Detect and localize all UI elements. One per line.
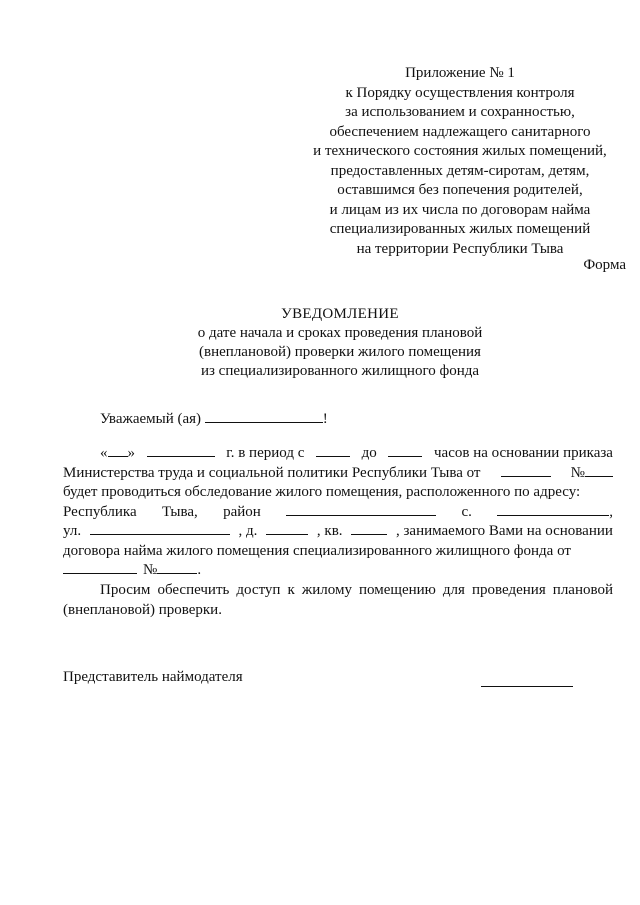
contract-number-sign: №	[143, 562, 158, 578]
notice-line-3	[63, 483, 613, 503]
contract-period: .	[197, 562, 202, 578]
subtitle-line: (внеплановой) проверки жилого помещения	[199, 344, 481, 360]
tyva-label: Тыва,	[161, 503, 198, 520]
day-blank	[108, 444, 128, 457]
apartment-label: , кв.	[316, 523, 343, 539]
notice-line-6	[63, 542, 613, 562]
republic-label: Республика	[63, 503, 137, 520]
month-blank	[147, 444, 215, 457]
village-label: с.	[461, 503, 472, 520]
house-blank	[266, 522, 308, 535]
appendix-line: предоставленных детям-сиротам, детям,	[330, 162, 590, 179]
day-field: « »	[100, 445, 135, 461]
form-label: Форма	[583, 257, 626, 273]
request-text: Просим обеспечить доступ к жилому помещению для проведения плановой (внеплановой) проверки.	[63, 582, 613, 618]
request-paragraph	[63, 581, 613, 620]
house-label: , д.	[238, 523, 258, 539]
representative-label: Представитель наймодателя	[63, 669, 243, 685]
greeting	[100, 410, 328, 428]
greeting-prefix: Уважаемый (ая)	[100, 411, 202, 427]
appendix-line: на территории Республики Тыва	[356, 240, 564, 257]
notice-line-2	[63, 464, 613, 484]
village-blank	[497, 503, 609, 516]
street-label: ул.	[63, 523, 82, 539]
appendix-line: Приложение № 1	[405, 65, 515, 81]
hours-basis-label: часов на основании приказа	[434, 445, 613, 461]
address-intro: будет проводиться обследование жилого помещения, расположенного по адресу:	[63, 484, 581, 500]
time-from-blank	[316, 444, 350, 457]
contract-number-blank	[157, 561, 197, 574]
time-to-blank	[388, 444, 422, 457]
to-label: до	[361, 445, 377, 461]
order-number-blank	[585, 464, 613, 477]
greeting-suffix: !	[322, 411, 328, 427]
title-block	[150, 305, 530, 381]
apartment-blank	[351, 522, 387, 535]
subtitle-line: из специализированного жилищного фонда	[200, 363, 480, 379]
ministry-label: Министерства труда и социальной политики Республики Тыва от	[63, 464, 481, 481]
village-field: ,	[497, 503, 613, 523]
district-label: район	[223, 503, 261, 520]
appendix-line: за использованием и сохранностью,	[345, 104, 575, 120]
appendix-line: оставшимся без попечения родителей,	[337, 182, 583, 198]
notice-line-1	[63, 444, 613, 464]
appendix-header	[290, 64, 630, 259]
appendix-line: и лицам из их числа по договорам найма	[329, 201, 591, 218]
recipient-name-blank	[205, 410, 323, 423]
notice-line-4	[63, 503, 613, 523]
appendix-line: обеспечением надлежащего санитарного	[329, 123, 591, 140]
order-number-field: №	[571, 464, 613, 484]
contract-label: договора найма жилого помещения специализированного жилищного фонда от	[63, 542, 571, 559]
notice-paragraph	[63, 444, 613, 581]
contract-date-blank	[63, 561, 137, 574]
signature-line	[481, 672, 573, 687]
year-label: г. в период с	[226, 445, 305, 461]
order-date-blank	[501, 464, 551, 477]
district-blank	[286, 503, 436, 516]
street-blank	[90, 522, 230, 535]
appendix-line: и технического состояния жилых помещений,	[313, 143, 607, 159]
appendix-line: к Порядку осуществления контроля	[345, 84, 575, 101]
appendix-line: специализированных жилых помещений	[329, 221, 591, 237]
document-title: УВЕДОМЛЕНИЕ	[281, 306, 399, 322]
subtitle-line: о дате начала и сроках проведения плановой	[197, 325, 483, 341]
notice-line-5	[63, 522, 613, 542]
notice-line-7	[63, 561, 613, 581]
occupied-label: , занимаемого Вами на основании	[396, 523, 613, 539]
